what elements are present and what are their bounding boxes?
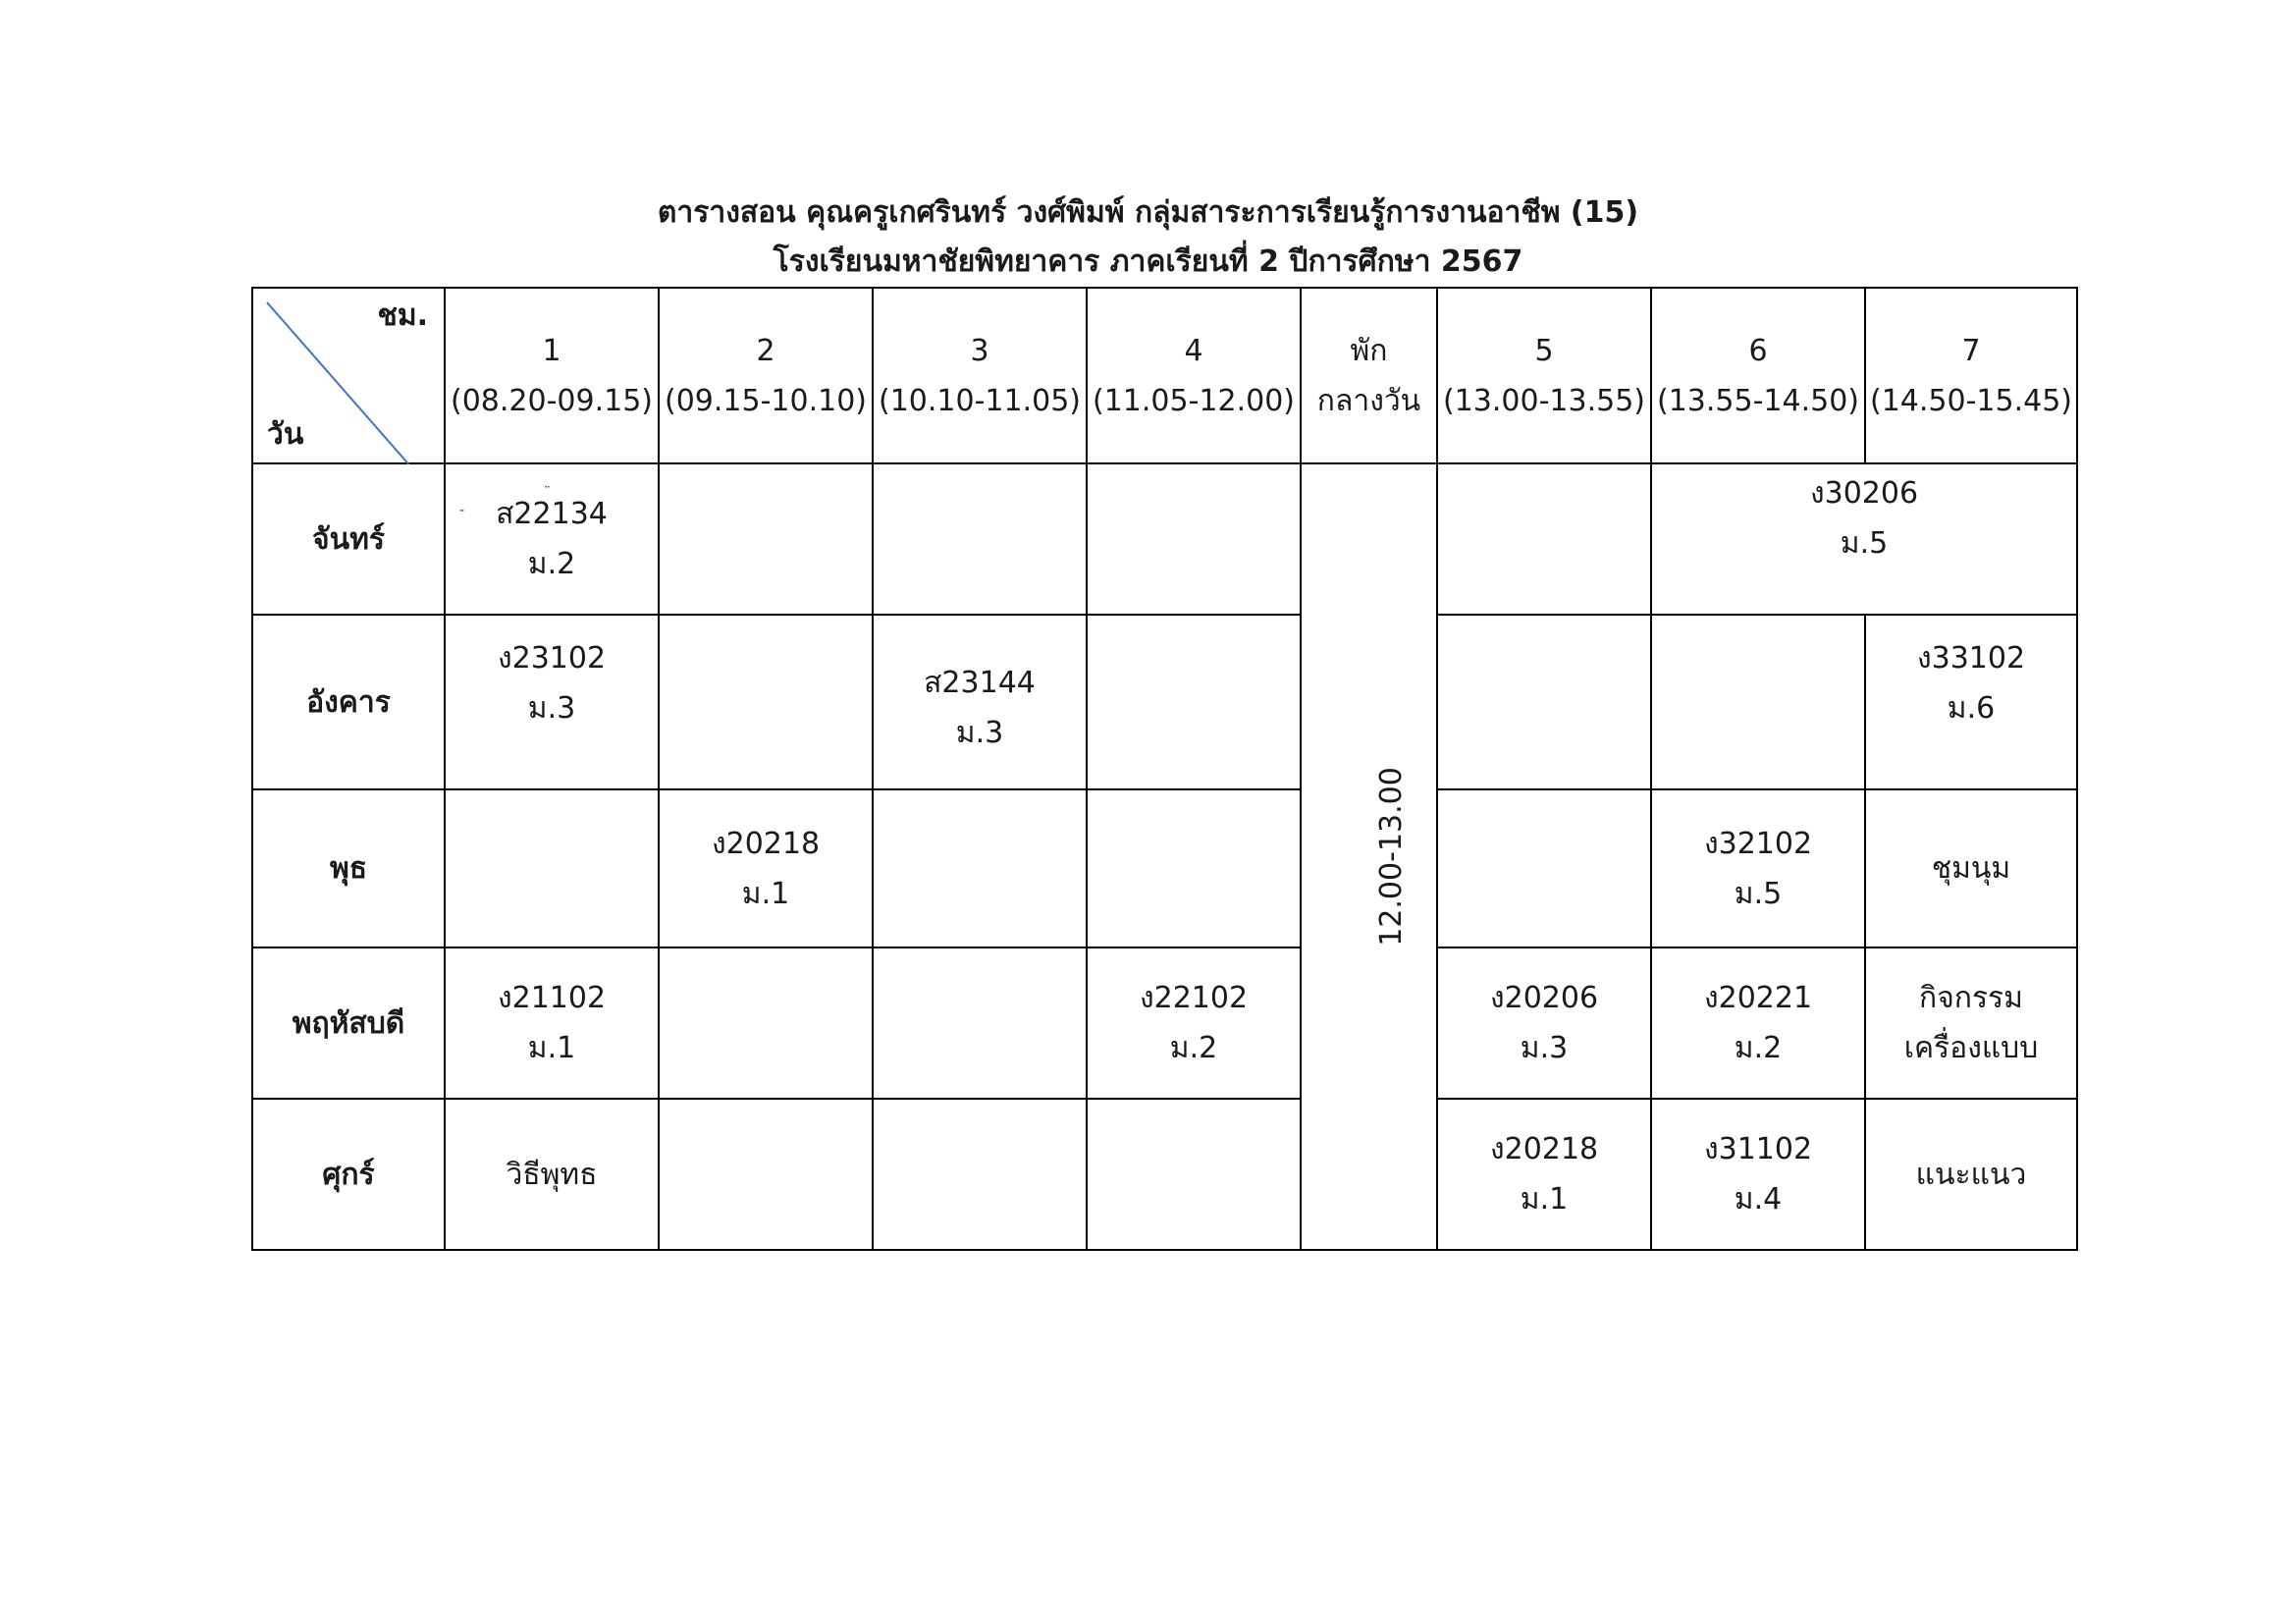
cell-thu-p5 (1437, 947, 1651, 1099)
subject-code: ง23102 (497, 641, 607, 676)
ink-mark: ¨ (544, 485, 551, 501)
period-number: 1 (542, 333, 561, 368)
cell-wed-p3 (873, 789, 1087, 947)
period-header-2 (659, 288, 873, 463)
cell-wed-p1 (445, 789, 659, 947)
activity-text: วิธีพุทธ (506, 1157, 598, 1192)
cell-tue-p3 (873, 615, 1087, 789)
subject-code: ง22102 (1139, 981, 1249, 1015)
lunch-column (1301, 463, 1437, 1250)
class-level: ม.3 (527, 691, 576, 726)
cell-fri-p5 (1437, 1099, 1651, 1250)
cell-tue-p6 (1651, 615, 1865, 789)
class-level: ม.5 (1840, 526, 1889, 561)
subject-code: ง31102 (1703, 1132, 1813, 1166)
period-time: (08.20-09.15) (450, 383, 653, 418)
page-title: ตารางสอน คุณครูเกศรินทร์ วงศ์พิมพ์ กลุ่มสาระการเรียนรู้การงานอาชีพ (15) (657, 195, 1639, 230)
cell-thu-p4 (1087, 947, 1301, 1099)
cell-fri-p2 (659, 1099, 873, 1250)
period-header-3 (873, 288, 1087, 463)
row-thursday (252, 947, 2077, 1099)
cell-fri-p7 (1865, 1099, 2077, 1250)
cell-thu-p3 (873, 947, 1087, 1099)
period-time: (10.10-11.05) (878, 383, 1081, 418)
row-tuesday (252, 615, 2077, 789)
row-friday (252, 1099, 2077, 1250)
cell-tue-p4 (1087, 615, 1301, 789)
subject-code: ง32102 (1703, 826, 1813, 861)
class-level: ม.1 (1520, 1182, 1569, 1217)
subject-code: ง20206 (1489, 981, 1599, 1015)
cell-mon-p2 (659, 463, 873, 615)
cell-wed-p4 (1087, 789, 1301, 947)
class-level: ม.3 (1520, 1031, 1569, 1065)
activity-text-2: เครื่องแบบ (1903, 1031, 2039, 1065)
cell-thu-p6 (1651, 947, 1865, 1099)
period-time: (09.15-10.10) (664, 383, 867, 418)
cell-mon-p3 (873, 463, 1087, 615)
cell-mon-p6-7 (1651, 463, 2077, 615)
activity-text: กิจกรรม (1919, 981, 2023, 1015)
day-label-friday: ศุกร์ (252, 1099, 445, 1250)
cell-tue-p2 (659, 615, 873, 789)
period-header-7 (1865, 288, 2077, 463)
period-header-5 (1437, 288, 1651, 463)
cell-wed-p7 (1865, 789, 2077, 947)
cell-wed-p6 (1651, 789, 1865, 947)
row-wednesday (252, 789, 2077, 947)
period-header-1 (445, 288, 659, 463)
subject-code: ง20218 (1489, 1132, 1599, 1166)
subject-code: ง20221 (1703, 981, 1813, 1015)
period-header-4 (1087, 288, 1301, 463)
lunch-header (1301, 288, 1437, 463)
cell-fri-p6 (1651, 1099, 1865, 1250)
class-level: ม.1 (741, 876, 790, 911)
subject-code: ง30206 (1809, 476, 1919, 511)
class-level: ม.6 (1947, 691, 1996, 726)
cell-fri-p3 (873, 1099, 1087, 1250)
day-label-monday: จันทร์ (252, 463, 445, 615)
lunch-label: พัก (1350, 333, 1388, 368)
period-header-6 (1651, 288, 1865, 463)
cell-tue-p5 (1437, 615, 1651, 789)
class-level: ม.2 (1169, 1031, 1218, 1065)
lunch-label-2: กลางวัน (1316, 383, 1421, 418)
subject-code: ส22134 (496, 497, 608, 531)
period-time: (13.55-14.50) (1656, 383, 1859, 418)
period-time: (11.05-12.00) (1092, 383, 1295, 418)
cell-wed-p5 (1437, 789, 1651, 947)
cell-thu-p2 (659, 947, 873, 1099)
row-monday (252, 463, 2077, 615)
cell-tue-p1 (445, 615, 659, 789)
period-number: 6 (1748, 333, 1768, 368)
ink-mark: - (459, 503, 465, 518)
corner-label-day: วัน (267, 417, 304, 452)
cell-thu-p7 (1865, 947, 2077, 1099)
class-level: ม.2 (1734, 1031, 1783, 1065)
cell-tue-p7 (1865, 615, 2077, 789)
period-time: (14.50-15.45) (1869, 383, 2072, 418)
day-label-thursday: พฤหัสบดี (252, 947, 445, 1099)
page-subtitle: โรงเรียนมหาชัยพิทยาคาร ภาคเรียนที่ 2 ปีการศึกษา 2567 (773, 244, 1523, 279)
activity-text: แนะแนว (1915, 1157, 2027, 1192)
subject-code: ง21102 (497, 981, 607, 1015)
class-level: ม.1 (527, 1031, 576, 1065)
timetable (251, 287, 2078, 1251)
activity-text: ชุมนุม (1931, 851, 2011, 886)
class-level: ม.5 (1734, 876, 1783, 911)
period-number: 3 (970, 333, 989, 368)
subject-code: ส23144 (924, 666, 1036, 700)
period-number: 4 (1184, 333, 1203, 368)
period-number: 7 (1961, 333, 1981, 368)
cell-mon-p1 (445, 463, 659, 615)
period-number: 5 (1534, 333, 1554, 368)
cell-mon-p5 (1437, 463, 1651, 615)
corner-label-hour: ชม. (377, 298, 428, 333)
cell-wed-p2 (659, 789, 873, 947)
class-level: ม.3 (955, 716, 1004, 750)
period-time: (13.00-13.55) (1442, 383, 1645, 418)
header-row (252, 288, 2077, 463)
cell-fri-p4 (1087, 1099, 1301, 1250)
day-label-wednesday: พุธ (252, 789, 445, 947)
period-number: 2 (756, 333, 775, 368)
day-label-tuesday: อังคาร (252, 615, 445, 789)
cell-mon-p4 (1087, 463, 1301, 615)
class-level: ม.2 (527, 547, 576, 581)
cell-fri-p1 (445, 1099, 659, 1250)
class-level: ม.4 (1734, 1182, 1783, 1217)
subject-code: ง33102 (1916, 641, 2026, 676)
lunch-time: 12.00-13.00 (1373, 767, 1409, 947)
subject-code: ง20218 (711, 826, 821, 861)
cell-thu-p1 (445, 947, 659, 1099)
corner-cell (252, 288, 445, 463)
